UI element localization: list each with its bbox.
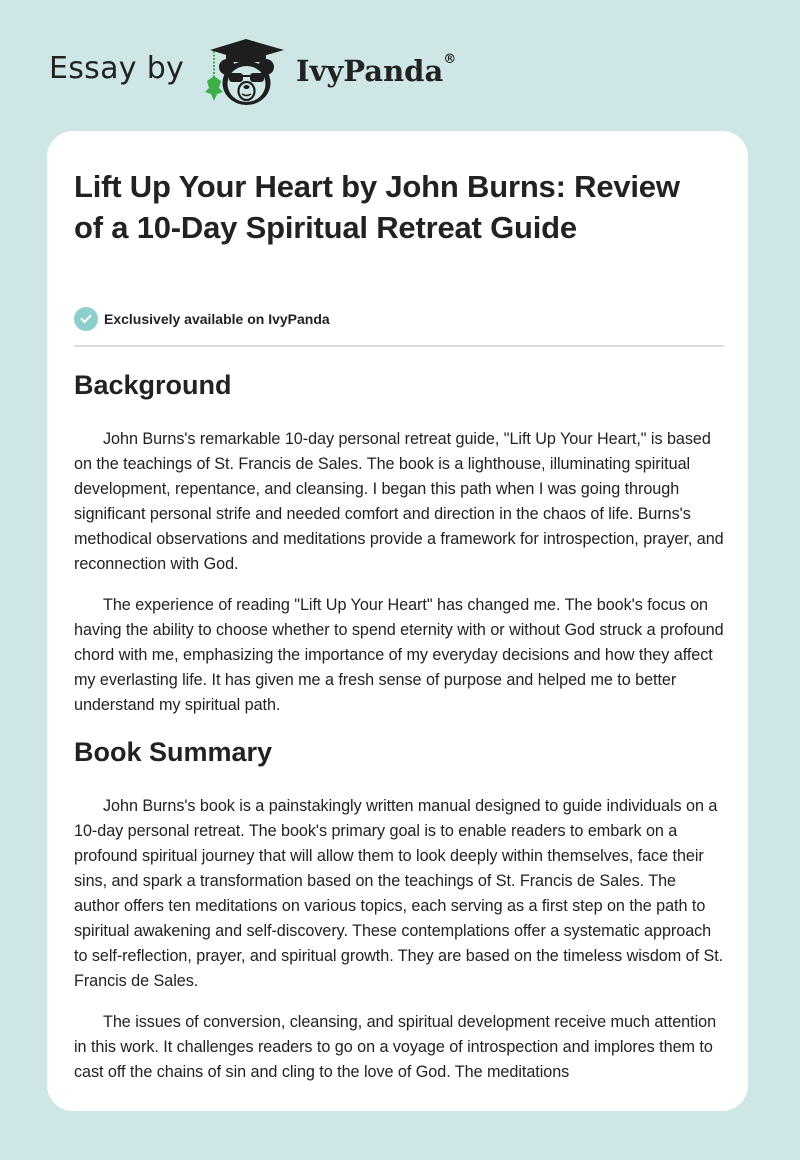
site-header	[0, 0, 800, 130]
paragraph: The experience of reading "Lift Up Your Heart" has changed me. The book's focus on having the ability to choose whether to spend eternity with or without God struck a profound chord with me, emphasizing the importance of my everyday decisions and how they affect my everlasting life. It has given me a fresh sense of purpose and helped me to better understand my spiritual path.	[74, 596, 724, 714]
article-body	[74, 367, 726, 1101]
exclusive-badge	[74, 307, 330, 331]
essay-by-label: Essay by	[49, 51, 185, 86]
section-book-summary	[74, 734, 726, 1085]
section-background	[74, 367, 726, 718]
article-title: Lift Up Your Heart by John Burns: Review of a 10-Day Spiritual Retreat Guide	[74, 169, 680, 245]
paragraph: John Burns's book is a painstakingly written manual designed to guide individuals on a 10-day personal retreat. The book's primary goal is to enable readers to embark on a profound spiritual journey that will allow them to look deeply within themselves, face their sins, and spark a transformation based on the teachings of St. Francis de Sales. The author offers ten meditations on various topics, each serving as a first step on the path to spiritual awakening and self-discovery. These contemplations offer a systematic approach to self-reflection, prayer, and spiritual growth. They are based on the timeless wisdom of St. Francis de Sales.	[74, 797, 724, 990]
divider	[74, 345, 724, 347]
paragraph: John Burns's remarkable 10-day personal retreat guide, "Lift Up Your Heart," is based on the teachings of St. Francis de Sales. The book is a lighthouse, illuminating spiritual development, repentance, and cleansing. I began this path when I was going through significant personal strife and needed comfort and direction in the chaos of life. Burns's methodical observations and meditations provide a framework for introspection, prayer, and reconnection with God.	[74, 430, 724, 573]
panda-graduate-logo-icon[interactable]	[200, 36, 292, 108]
section-heading: Background	[74, 370, 232, 400]
section-heading: Book Summary	[74, 737, 273, 767]
brand-name[interactable]	[296, 54, 456, 88]
article-card	[47, 131, 748, 1111]
check-circle-icon	[74, 307, 98, 331]
registered-mark: ®	[443, 52, 457, 67]
paragraph: The issues of conversion, cleansing, and spiritual development receive much attention in this work. It challenges readers to go on a voyage of introspection and implores them to cast off the chains of sin and cling to the love of God. The meditations	[74, 1013, 717, 1081]
brand-text: IvyPanda	[296, 54, 444, 88]
exclusive-label: Exclusively available on IvyPanda	[104, 311, 330, 327]
